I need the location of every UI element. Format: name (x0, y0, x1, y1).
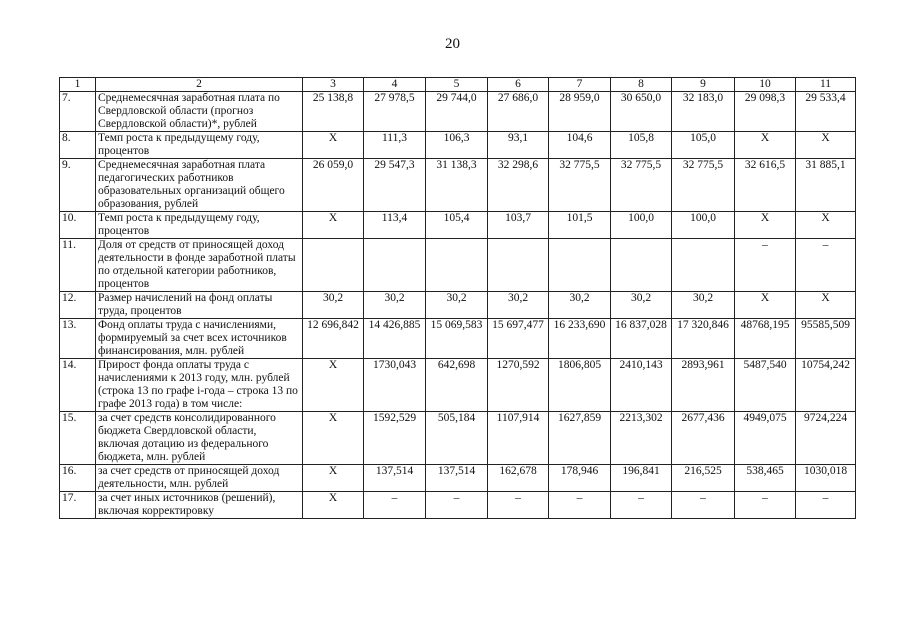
value-cell: X (735, 132, 796, 159)
row-number: 7. (60, 92, 96, 132)
value-cell: 137,514 (426, 465, 488, 492)
value-cell: 1806,805 (549, 359, 611, 412)
row-number: 16. (60, 465, 96, 492)
value-cell: 31 885,1 (796, 159, 856, 212)
value-cell: 31 138,3 (426, 159, 488, 212)
table-row (60, 239, 856, 292)
value-cell: 106,3 (426, 132, 488, 159)
value-cell: 216,525 (672, 465, 735, 492)
value-cell: – (611, 492, 672, 519)
value-cell: 30,2 (488, 292, 549, 319)
value-cell: 30,2 (364, 292, 426, 319)
value-cell: 2677,436 (672, 412, 735, 465)
table-row (60, 412, 856, 465)
value-cell: 105,0 (672, 132, 735, 159)
value-cell: 30,2 (426, 292, 488, 319)
value-cell: 29 098,3 (735, 92, 796, 132)
column-header: 11 (796, 78, 856, 92)
row-label: за счет средств от приносящей доход деятельности, млн. рублей (96, 465, 303, 492)
row-label: за счет иных источников (решений), включая корректировку (96, 492, 303, 519)
value-cell: X (735, 292, 796, 319)
value-cell: X (303, 359, 364, 412)
value-cell: 162,678 (488, 465, 549, 492)
value-cell (364, 239, 426, 292)
value-cell: 101,5 (549, 212, 611, 239)
value-cell: 1592,529 (364, 412, 426, 465)
value-cell: 105,8 (611, 132, 672, 159)
value-cell: 2213,302 (611, 412, 672, 465)
value-cell: 100,0 (672, 212, 735, 239)
value-cell: X (303, 212, 364, 239)
column-header: 6 (488, 78, 549, 92)
value-cell: 100,0 (611, 212, 672, 239)
value-cell: X (735, 212, 796, 239)
table-row (60, 492, 856, 519)
value-cell: 16 233,690 (549, 319, 611, 359)
row-number: 17. (60, 492, 96, 519)
value-cell (549, 239, 611, 292)
table-row (60, 319, 856, 359)
value-cell: X (303, 465, 364, 492)
table-row (60, 132, 856, 159)
value-cell: 12 696,842 (303, 319, 364, 359)
row-label: за счет средств консолидированного бюджета Свердловской области, включая дотацию из федерального бюджета, млн. рублей (96, 412, 303, 465)
value-cell: X (303, 492, 364, 519)
column-header: 9 (672, 78, 735, 92)
value-cell: X (796, 212, 856, 239)
column-header: 5 (426, 78, 488, 92)
row-number: 11. (60, 239, 96, 292)
row-number: 13. (60, 319, 96, 359)
value-cell: 17 320,846 (672, 319, 735, 359)
value-cell: 105,4 (426, 212, 488, 239)
value-cell: 95585,509 (796, 319, 856, 359)
value-cell: 32 775,5 (611, 159, 672, 212)
value-cell: – (549, 492, 611, 519)
value-cell: 29 533,4 (796, 92, 856, 132)
value-cell: 15 697,477 (488, 319, 549, 359)
value-cell (488, 239, 549, 292)
table-row (60, 465, 856, 492)
value-cell: – (426, 492, 488, 519)
value-cell: 9724,224 (796, 412, 856, 465)
table-body (60, 92, 856, 519)
column-header: 1 (60, 78, 96, 92)
value-cell: – (796, 492, 856, 519)
table-row (60, 292, 856, 319)
value-cell: 15 069,583 (426, 319, 488, 359)
value-cell: 28 959,0 (549, 92, 611, 132)
value-cell: – (796, 239, 856, 292)
row-label: Прирост фонда оплаты труда с начислениями к 2013 году, млн. рублей (строка 13 по графе i-года – строка 13 по графе 2013 года) в том числе: (96, 359, 303, 412)
value-cell: 25 138,8 (303, 92, 364, 132)
value-cell: X (303, 132, 364, 159)
value-cell: – (672, 492, 735, 519)
value-cell: X (796, 132, 856, 159)
value-cell: 5487,540 (735, 359, 796, 412)
table-row (60, 92, 856, 132)
value-cell: 4949,075 (735, 412, 796, 465)
value-cell: 111,3 (364, 132, 426, 159)
row-number: 8. (60, 132, 96, 159)
value-cell (426, 239, 488, 292)
value-cell (672, 239, 735, 292)
value-cell: 137,514 (364, 465, 426, 492)
value-cell: X (303, 412, 364, 465)
value-cell (303, 239, 364, 292)
value-cell: 113,4 (364, 212, 426, 239)
value-cell: 30,2 (549, 292, 611, 319)
row-label: Среднемесячная заработная плата педагогических работников образовательных организаций общего образования, рублей (96, 159, 303, 212)
value-cell: 538,465 (735, 465, 796, 492)
row-number: 12. (60, 292, 96, 319)
data-table (59, 77, 856, 519)
value-cell: 48768,195 (735, 319, 796, 359)
table-row (60, 159, 856, 212)
value-cell: 505,184 (426, 412, 488, 465)
value-cell: 27 686,0 (488, 92, 549, 132)
column-header: 2 (96, 78, 303, 92)
row-label: Темп роста к предыдущему году, процентов (96, 212, 303, 239)
header-row (60, 78, 856, 92)
value-cell: 30,2 (611, 292, 672, 319)
value-cell: 1270,592 (488, 359, 549, 412)
value-cell: 1627,859 (549, 412, 611, 465)
value-cell: – (364, 492, 426, 519)
column-header: 8 (611, 78, 672, 92)
value-cell: 93,1 (488, 132, 549, 159)
value-cell: 32 775,5 (672, 159, 735, 212)
value-cell: – (735, 492, 796, 519)
value-cell: 14 426,885 (364, 319, 426, 359)
value-cell: 642,698 (426, 359, 488, 412)
value-cell: 27 978,5 (364, 92, 426, 132)
value-cell: 178,946 (549, 465, 611, 492)
column-header: 10 (735, 78, 796, 92)
column-header: 4 (364, 78, 426, 92)
value-cell: 1730,043 (364, 359, 426, 412)
row-number: 10. (60, 212, 96, 239)
value-cell: 2893,961 (672, 359, 735, 412)
row-number: 15. (60, 412, 96, 465)
value-cell: 32 775,5 (549, 159, 611, 212)
value-cell: 104,6 (549, 132, 611, 159)
value-cell: 29 547,3 (364, 159, 426, 212)
row-label: Среднемесячная заработная плата по Свердловской области (прогноз Свердловской области)*, рублей (96, 92, 303, 132)
page-number: 20 (445, 36, 460, 52)
value-cell: 16 837,028 (611, 319, 672, 359)
value-cell: 30 650,0 (611, 92, 672, 132)
value-cell: 196,841 (611, 465, 672, 492)
row-number: 14. (60, 359, 96, 412)
column-header: 3 (303, 78, 364, 92)
column-header: 7 (549, 78, 611, 92)
table-row (60, 212, 856, 239)
value-cell: 1107,914 (488, 412, 549, 465)
row-label: Темп роста к предыдущему году, процентов (96, 132, 303, 159)
value-cell: 2410,143 (611, 359, 672, 412)
value-cell: 30,2 (672, 292, 735, 319)
value-cell: 32 183,0 (672, 92, 735, 132)
row-label: Фонд оплаты труда с начислениями, формируемый за счет всех источников финансирования, млн. рублей (96, 319, 303, 359)
row-number: 9. (60, 159, 96, 212)
value-cell: – (735, 239, 796, 292)
value-cell: 1030,018 (796, 465, 856, 492)
value-cell: 103,7 (488, 212, 549, 239)
value-cell: 29 744,0 (426, 92, 488, 132)
value-cell: 32 616,5 (735, 159, 796, 212)
value-cell: 30,2 (303, 292, 364, 319)
value-cell: 10754,242 (796, 359, 856, 412)
value-cell (611, 239, 672, 292)
row-label: Доля от средств от приносящей доход деятельности в фонде заработной платы по отдельной категории работников, процентов (96, 239, 303, 292)
value-cell: 26 059,0 (303, 159, 364, 212)
value-cell: 32 298,6 (488, 159, 549, 212)
table-row (60, 359, 856, 412)
value-cell: X (796, 292, 856, 319)
row-label: Размер начислений на фонд оплаты труда, процентов (96, 292, 303, 319)
value-cell: – (488, 492, 549, 519)
